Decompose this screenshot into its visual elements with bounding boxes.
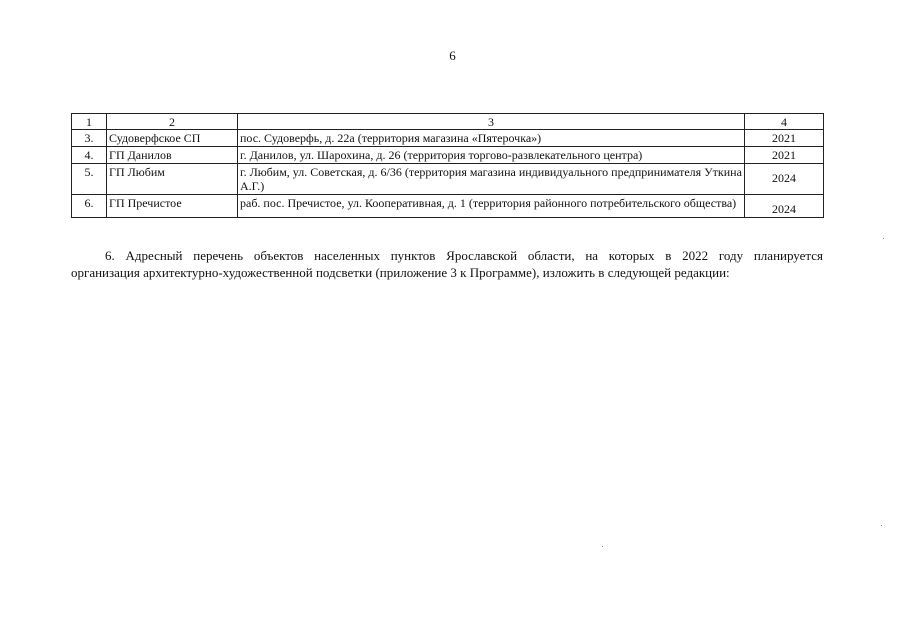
table-row (72, 195, 824, 218)
object-address: г. Данилов, ул. Шарохина, д. 26 (территория торгово-развлекательного центра) (238, 147, 745, 164)
settlement-name: ГП Данилов (107, 147, 238, 164)
table-row (72, 164, 824, 195)
settlement-name: ГП Любим (107, 164, 238, 195)
table-row (72, 147, 824, 164)
row-number: 5. (72, 164, 107, 195)
header-cell-3: 3 (238, 114, 745, 130)
address-table (71, 113, 824, 218)
paragraph-line-1: 6. Адресный перечень объектов населенных пунктов Ярославской области, на которых в 2022 году планируется (105, 248, 823, 263)
object-address: пос. Судоверфь, д. 22а (территория магазина «Пятерочка») (238, 130, 745, 147)
year: 2021 (745, 147, 824, 164)
settlement-name: ГП Пречистое (107, 195, 238, 218)
scan-speck (602, 546, 603, 547)
row-number: 4. (72, 147, 107, 164)
year: 2024 (745, 195, 824, 218)
object-address: раб. пос. Пречистое, ул. Кооперативная, д. 1 (территория районного потребительского общества) (238, 195, 745, 218)
row-number: 3. (72, 130, 107, 147)
object-address: г. Любим, ул. Советская, д. 6/36 (территория магазина индивидуального предпринимателя Уткина А.Г.) (238, 164, 745, 195)
year: 2024 (745, 164, 824, 195)
amendment-paragraph (71, 247, 823, 281)
header-cell-2: 2 (107, 114, 238, 130)
scan-speck (881, 525, 882, 526)
row-number: 6. (72, 195, 107, 218)
table-header-row (72, 114, 824, 130)
table-row (72, 130, 824, 147)
paragraph-line-2: организация архитектурно-художественной подсветки (приложение 3 к Программе), изложить в следующей редакции: (71, 265, 730, 280)
scan-speck (883, 238, 884, 239)
header-cell-1: 1 (72, 114, 107, 130)
settlement-name: Судоверфское СП (107, 130, 238, 147)
year: 2021 (745, 130, 824, 147)
header-cell-4: 4 (745, 114, 824, 130)
page-number: 6 (449, 48, 456, 63)
